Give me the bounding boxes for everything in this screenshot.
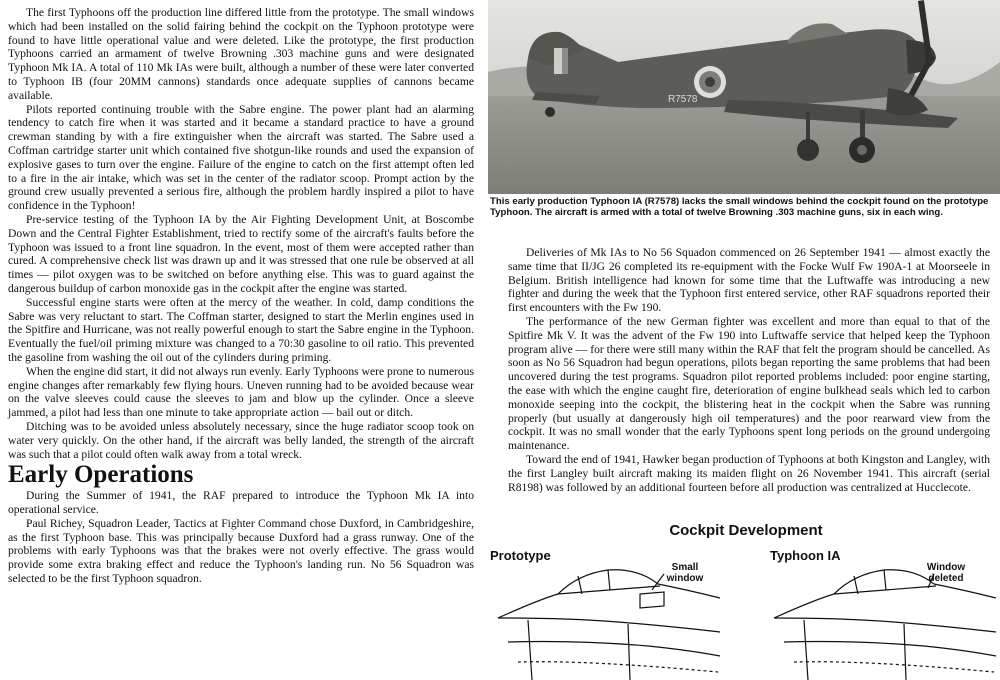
- window-deleted-note: Window deleted: [926, 562, 966, 584]
- serial-marking: R7578: [668, 94, 698, 105]
- right-column: [508, 246, 990, 494]
- paragraph: Toward the end of 1941, Hawker began production of Typhoons at both Kingston and Langley, with the first Langley built aircraft making its maiden flight on 26 November 1941. This aircraft (serial R8198) was followed by an additional fourteen before all production was centralized at Hucclecote.: [508, 452, 990, 494]
- paragraph: During the Summer of 1941, the RAF prepared to introduce the Typhoon Mk IA into operational service.: [8, 489, 474, 517]
- cockpit-line-drawings: [488, 522, 1000, 680]
- paragraph: The performance of the new German fighter was excellent and more than equal to that of the Spitfire Mk V. It was the advent of the Fw 190 into Luftwaffe service that helped keep the Typhoon program alive — for there were still many within the RAF that felt the program should be cancelled. As soon as No 56 Squadron had begun operations, pilots began reporting the same problems that had been uncovered during the test programs. Squadron pilot reported problems included: poor engine starting, the ease with which the engine caught fire, deterioration of engine bulkhead seals which led to carbon monoxide seeping into the cockpit, the blistering heat in the cockpit when the Sabre was running properly (but usually at dangerously high oil temperatures) and the poor rearward view from the cockpit. It was no small wonder that the early Typhoons spent long periods on the ground undergoing maintenance.: [508, 314, 990, 453]
- typhoon-ia-label: Typhoon IA: [770, 548, 841, 563]
- paragraph: Pre-service testing of the Typhoon IA by the Air Fighting Development Unit, at Boscombe Down and the Central Fighter Establishment, tried to rectify some of the aircraft's faults before the Typhoon was issued to a front line squadron. In the event, most of them were accepted rather than cured. A comprehensive check list was drawn up and it was stressed that one rule be observed at all times — pilot oxygen was to be switched on before anything else. This was to guard against the dangerous buildup of carbon monoxide gas in the cockpit after the engine was started.: [8, 212, 474, 295]
- cockpit-development-diagram: [488, 522, 1000, 680]
- left-column: [8, 6, 474, 586]
- aircraft-photo: [488, 0, 1000, 194]
- typhoon-photo-illustration: [488, 0, 1000, 194]
- paragraph: Successful engine starts were often at the mercy of the weather. In cold, damp conditions the Sabre was very reluctant to start. The Coffman starter, designed to start the Merlin engines used in the Spitfire and Hurricane, was not really powerful enough to start the Sabre engine in the Typhoon. Eventually the fuel/oil priming mixture was changed to a 70:30 gasoline to oil ratio. This prevented the gasoline from washing the oil out of the cylinders during priming.: [8, 295, 474, 364]
- paragraph: When the engine did start, it did not always run evenly. Early Typhoons were prone to numerous engine changes after remarkably few flying hours. Uneven running had to be avoided because wear on the valve sleeves could cause the sleeves to jam and blow up the cylinder. Once a sleeve jammed, a pilot had less than one minute to take appropriate action — bail out or ditch.: [8, 364, 474, 420]
- diagram-title: Cockpit Development: [669, 522, 823, 539]
- photo-caption: This early production Typhoon IA (R7578) lacks the small windows behind the cockpit found on the prototype Typhoon. The aircraft is armed with a total of twelve Browning .303 machine guns, six in each wing.: [490, 196, 989, 219]
- paragraph: Ditching was to be avoided unless absolutely necessary, since the huge radiator scoop took on water very quickly. On the other hand, if the aircraft was belly landed, the strength of the aircraft was such that a pilot could often walk away from a total wreck.: [8, 419, 474, 461]
- small-window-note: Small window: [666, 562, 704, 584]
- paragraph: The first Typhoons off the production line differed little from the prototype. The small windows which had been installed on the solid fairing behind the cockpit on the Typhoon prototype were found to have little operational value and were deleted. Like the prototype, the first production Typhoons carried an armament of twelve Browning .303 machine guns and were designated Typhoon Mk IA. A total of 110 Mk IAs were built, although a number of these were later converted to Typhoon IB (four 20MM cannons) standards once adequate supplies of cannons became available.: [8, 6, 474, 102]
- section-heading: Early Operations: [8, 461, 194, 489]
- paragraph: Pilots reported continuing trouble with the Sabre engine. The power plant had an alarming tendency to catch fire when it was started and it became a standard practice to have a ground crewman standing by with a fire extinguisher when the aircraft was started. The Sabre used a Coffman cartridge starter unit which contained five shotgun-like rounds and used the expansion of explosive gases to turn over the engine. Failure of the engine to catch on the first attempt often led to a fire in the air intake, which was set in the center of the radiator scoop. Prompt action by the ground crew usually prevented a serious fire, although the problem hardly inspired a pilot to have confidence in the Typhoon!: [8, 102, 474, 213]
- prototype-label: Prototype: [490, 548, 551, 563]
- paragraph: Paul Richey, Squadron Leader, Tactics at Fighter Command chose Duxford, in Cambridgeshire, as the first Typhoon base. This was principally because Duxford had a grass runway. One of the problems with early Typhoons was that the brakes were not overly effective. The grass would provide some extra braking effect and reduce the Typhoon's landing run. No 56 Squadron was selected to be the first Typhoon squadron.: [8, 516, 474, 586]
- paragraph: Deliveries of Mk IAs to No 56 Squadon commenced on 26 September 1941 — almost exactly the same time that II/JG 26 completed its re-equipment with the Focke Wulf Fw 190A-1 at Moorseele in Belgium. British intelligence had known for some time that the Luftwaffe was introducing a new fighter and during the week that the Typhoon first entered service, other RAF squadrons reported their first encounters with the Fw 190.: [508, 246, 990, 315]
